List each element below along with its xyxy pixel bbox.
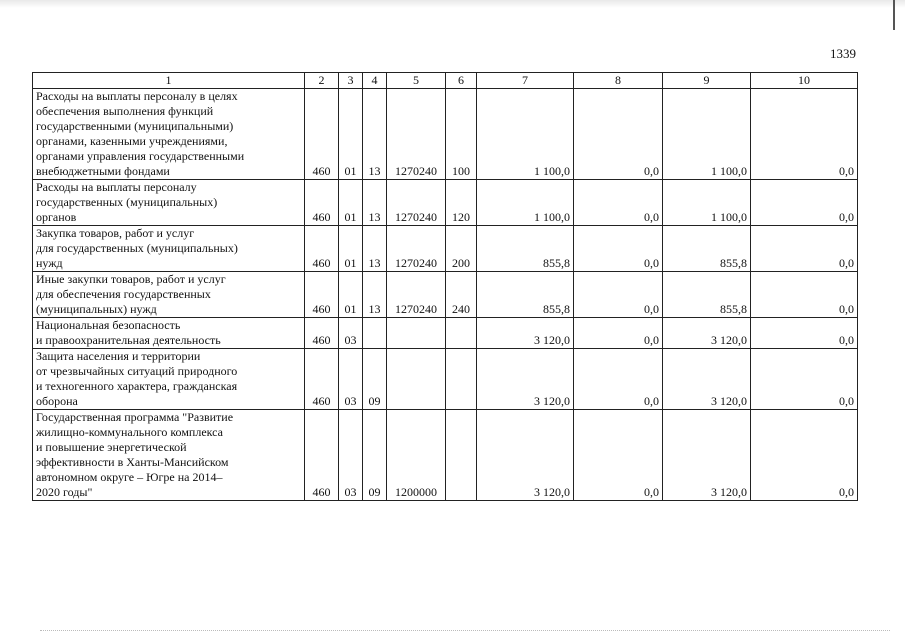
budget-table (32, 72, 858, 501)
code-cell-c3: 01 (339, 180, 363, 226)
amount-cell-c9: 1 100,0 (663, 180, 751, 226)
code-cell-c5: 1200000 (387, 410, 446, 501)
amount-cell-c10: 0,0 (751, 226, 858, 272)
description-line: органов (36, 210, 77, 224)
code-cell-c6: 200 (446, 226, 477, 272)
description-line: Расходы на выплаты персоналу (36, 180, 197, 194)
row-description (33, 226, 305, 272)
table-row (33, 272, 858, 318)
description-line: 2020 годы" (36, 485, 93, 499)
amount-cell-c9: 3 120,0 (663, 410, 751, 501)
description-line: обеспечения выполнения функций (36, 104, 214, 118)
amount-cell-c9: 855,8 (663, 272, 751, 318)
description-line: и повышение энергетической (36, 440, 187, 454)
column-header-8: 8 (574, 73, 663, 89)
description-line: государственных (муниципальных) (36, 195, 218, 209)
description-line: от чрезвычайных ситуаций природного (36, 364, 238, 378)
code-cell-c4: 13 (363, 89, 387, 180)
amount-cell-c10: 0,0 (751, 349, 858, 410)
code-cell-c5: 1270240 (387, 180, 446, 226)
code-cell-c2: 460 (305, 89, 339, 180)
code-cell-c5 (387, 349, 446, 410)
description-line: Иные закупки товаров, работ и услуг (36, 272, 226, 286)
description-line: государственными (муниципальными) (36, 119, 234, 133)
code-cell-c2: 460 (305, 349, 339, 410)
page-number: 1339 (830, 46, 856, 61)
code-cell-c3: 01 (339, 226, 363, 272)
column-header-9: 9 (663, 73, 751, 89)
description-line: внебюджетными фондами (36, 164, 170, 178)
amount-cell-c8: 0,0 (574, 318, 663, 349)
amount-cell-c10: 0,0 (751, 272, 858, 318)
amount-cell-c7: 1 100,0 (477, 180, 574, 226)
row-description (33, 349, 305, 410)
code-cell-c4: 13 (363, 226, 387, 272)
amount-cell-c9: 3 120,0 (663, 318, 751, 349)
amount-cell-c7: 3 120,0 (477, 318, 574, 349)
amount-cell-c8: 0,0 (574, 410, 663, 501)
code-cell-c6 (446, 349, 477, 410)
amount-cell-c10: 0,0 (751, 89, 858, 180)
description-line: Национальная безопасность (36, 318, 181, 332)
amount-cell-c10: 0,0 (751, 180, 858, 226)
description-line: Расходы на выплаты персоналу в целях (36, 89, 238, 103)
code-cell-c5 (387, 318, 446, 349)
description-line: органами, казенными учреждениями, (36, 134, 228, 148)
row-description (33, 180, 305, 226)
column-header-5: 5 (387, 73, 446, 89)
code-cell-c6: 120 (446, 180, 477, 226)
code-cell-c5: 1270240 (387, 272, 446, 318)
column-header-4: 4 (363, 73, 387, 89)
table-row (33, 89, 858, 180)
amount-cell-c8: 0,0 (574, 226, 663, 272)
code-cell-c2: 460 (305, 180, 339, 226)
table-row (33, 410, 858, 501)
description-line: Государственная программа "Развитие (36, 410, 234, 424)
code-cell-c3: 03 (339, 349, 363, 410)
amount-cell-c7: 3 120,0 (477, 349, 574, 410)
description-line: Защита населения и территории (36, 349, 201, 363)
row-description (33, 318, 305, 349)
code-cell-c5: 1270240 (387, 226, 446, 272)
table-body (33, 89, 858, 501)
code-cell-c2: 460 (305, 410, 339, 501)
code-cell-c2: 460 (305, 272, 339, 318)
description-line: оборона (36, 394, 78, 408)
amount-cell-c7: 1 100,0 (477, 89, 574, 180)
code-cell-c4 (363, 318, 387, 349)
code-cell-c2: 460 (305, 318, 339, 349)
description-line: нужд (36, 256, 63, 270)
description-line: и техногенного характера, гражданская (36, 379, 238, 393)
description-line: органами управления государственными (36, 149, 245, 163)
amount-cell-c7: 3 120,0 (477, 410, 574, 501)
description-line: автономном округе – Югре на 2014– (36, 470, 223, 484)
code-cell-c4: 13 (363, 180, 387, 226)
code-cell-c3: 03 (339, 318, 363, 349)
description-line: для обеспечения государственных (36, 287, 211, 301)
column-header-2: 2 (305, 73, 339, 89)
code-cell-c3: 01 (339, 272, 363, 318)
amount-cell-c9: 3 120,0 (663, 349, 751, 410)
scan-noise-bottom (40, 630, 890, 632)
table-row (33, 226, 858, 272)
code-cell-c3: 03 (339, 410, 363, 501)
amount-cell-c9: 1 100,0 (663, 89, 751, 180)
amount-cell-c7: 855,8 (477, 226, 574, 272)
amount-cell-c9: 855,8 (663, 226, 751, 272)
table-row (33, 318, 858, 349)
amount-cell-c8: 0,0 (574, 180, 663, 226)
code-cell-c4: 09 (363, 410, 387, 501)
column-header-3: 3 (339, 73, 363, 89)
description-line: эффективности в Ханты-Мансийском (36, 455, 229, 469)
amount-cell-c8: 0,0 (574, 272, 663, 318)
amount-cell-c7: 855,8 (477, 272, 574, 318)
row-description (33, 410, 305, 501)
code-cell-c6: 100 (446, 89, 477, 180)
scan-shadow-top (0, 0, 905, 8)
scan-edge-mark (893, 0, 895, 30)
code-cell-c5: 1270240 (387, 89, 446, 180)
table-row (33, 180, 858, 226)
row-description (33, 272, 305, 318)
code-cell-c4: 13 (363, 272, 387, 318)
code-cell-c6: 240 (446, 272, 477, 318)
amount-cell-c10: 0,0 (751, 410, 858, 501)
column-header-7: 7 (477, 73, 574, 89)
description-line: Закупка товаров, работ и услуг (36, 226, 195, 240)
code-cell-c3: 01 (339, 89, 363, 180)
code-cell-c2: 460 (305, 226, 339, 272)
description-line: для государственных (муниципальных) (36, 241, 238, 255)
amount-cell-c8: 0,0 (574, 349, 663, 410)
code-cell-c6 (446, 318, 477, 349)
amount-cell-c10: 0,0 (751, 318, 858, 349)
description-line: жилищно-коммунального комплекса (36, 425, 223, 439)
table-row (33, 349, 858, 410)
code-cell-c4: 09 (363, 349, 387, 410)
column-header-6: 6 (446, 73, 477, 89)
description-line: (муниципальных) нужд (36, 302, 157, 316)
column-header-1: 1 (33, 73, 305, 89)
code-cell-c6 (446, 410, 477, 501)
description-line: и правоохранительная деятельность (36, 333, 221, 347)
amount-cell-c8: 0,0 (574, 89, 663, 180)
table-header-row (33, 73, 858, 89)
row-description (33, 89, 305, 180)
column-header-10: 10 (751, 73, 858, 89)
